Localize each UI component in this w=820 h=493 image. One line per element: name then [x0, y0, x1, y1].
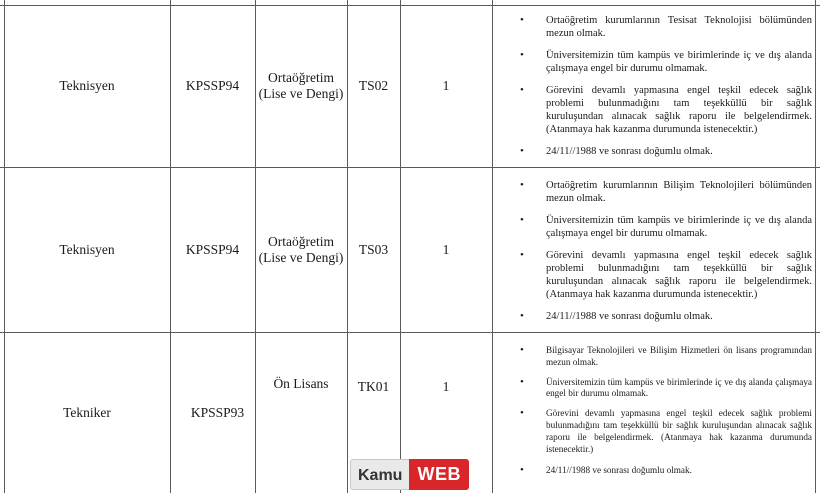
- cell-position-code: TS02: [358, 78, 389, 93]
- requirements-list: [512, 14, 812, 158]
- cell-education: [255, 167, 347, 332]
- watermark-right: WEB: [409, 459, 469, 490]
- grid-line: [492, 0, 493, 493]
- cell-title: Tekniker: [63, 404, 111, 420]
- education-line: Ortaöğretim: [268, 233, 334, 249]
- requirement-item: • Görevini devamlı yapmasına engel teşkil edecek sağlık problemi bulunmadığını tam teşekküllü bir sağlık kuruluşundan alınacak sağlık raporu ile belgelendirmek. (Atanmaya hak kazanma durumunda istenecektir.): [520, 249, 812, 300]
- cell-exam-code: KPSSP94: [185, 241, 240, 257]
- requirement-item: • Ortaöğretim kurumlarının Tesisat Teknolojisi bölümünden mezun olmak.: [520, 14, 812, 39]
- cell-count: 1: [442, 78, 450, 93]
- grid-line: [815, 0, 816, 493]
- requirement-item: • Görevini devamlı yapmasına engel teşkil edecek sağlık problemi bulunmadığını tam teşekküllü bir sağlık kuruluşundan alınacak sağlık raporu ile belgelendirmek. (Atanmaya hak kazanma durumunda istenecektir.): [520, 407, 812, 454]
- education-line: Ortaöğretim: [268, 70, 334, 85]
- kamuweb-watermark-logo: [350, 459, 469, 490]
- cell-position-code: TS03: [358, 241, 389, 257]
- requirement-item: • 24/11//1988 ve sonrası doğumlu olmak.: [520, 464, 692, 477]
- requirement-item: • Üniversitemizin tüm kampüs ve birimlerinde iç ve dış alanda çalışmaya engel bir durumu olmamak.: [520, 214, 812, 239]
- cell-count: 1: [442, 379, 450, 394]
- requirement-item: • 24/11//1988 ve sonrası doğumlu olmak.: [520, 145, 713, 157]
- cell-title: Teknisyen: [59, 78, 115, 93]
- requirement-item: • Görevini devamlı yapmasına engel teşkil edecek sağlık problemi bulunmadığını tam teşekküllü bir sağlık kuruluşundan alınacak sağlık raporu ile belgelendirmek. (Atanmaya hak kazanma durumunda istenecektir.): [520, 84, 812, 135]
- watermark-left: Kamu: [350, 459, 409, 490]
- cell-title: Teknisyen: [59, 241, 115, 257]
- cell-exam-code: KPSSP94: [185, 78, 240, 93]
- cell-count: 1: [442, 241, 450, 257]
- education-line: (Lise ve Dengi): [258, 86, 344, 101]
- requirements-list: [512, 179, 812, 323]
- requirement-item: • Üniversitemizin tüm kampüs ve birimlerinde iç ve dış alanda çalışmaya engel bir durumu olmamak.: [520, 49, 812, 74]
- requirement-item: • Bilgisayar Teknolojileri ve Bilişim Hizmetleri ön lisans programından mezun olmak.: [520, 344, 812, 367]
- cell-exam-code: KPSSP93: [190, 404, 245, 420]
- requirement-item: • 24/11//1988 ve sonrası doğumlu olmak.: [520, 310, 713, 322]
- education-line: (Lise ve Dengi): [258, 249, 344, 265]
- requirements-list: [512, 345, 812, 477]
- cell-position-code: TK01: [357, 379, 390, 394]
- cell-education: [255, 5, 347, 167]
- requirement-item: • Üniversitemizin tüm kampüs ve birimlerinde iç ve dış alanda çalışmaya engel bir durumu olmamak.: [520, 375, 812, 399]
- cell-education: [255, 332, 347, 436]
- education-line: Ön Lisans: [273, 376, 329, 391]
- requirement-item: • Ortaöğretim kurumlarının Bilişim Teknolojileri bölümünden mezun olmak.: [520, 179, 812, 204]
